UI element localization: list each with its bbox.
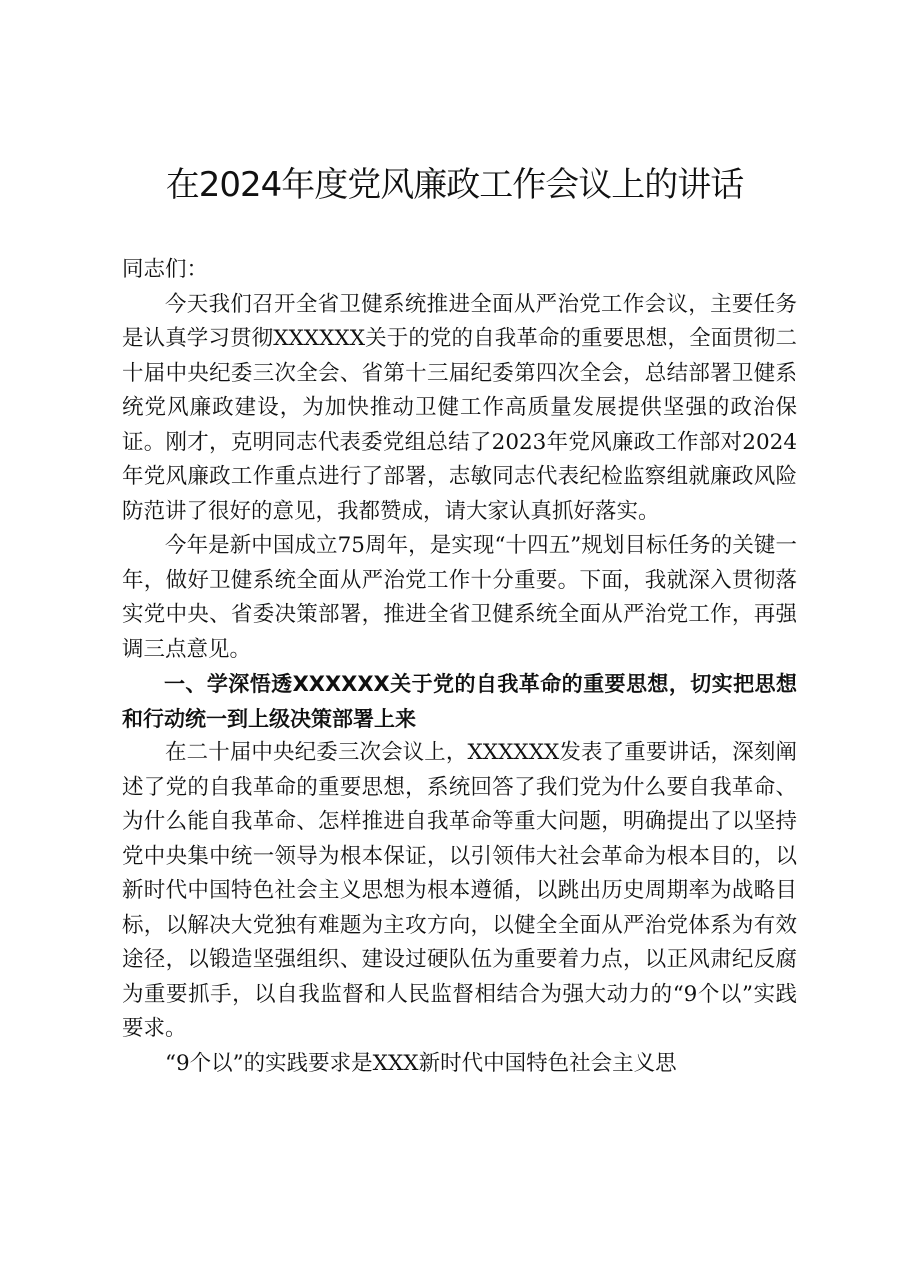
document-title: 在2024年度党风廉政工作会议上的讲话 (165, 165, 744, 205)
salutation: 同志们： (122, 257, 209, 282)
paragraph-opening: 今天我们召开全省卫健系统推进全面从严治党工作会议，主要任务是认真学习贯彻XXXXXX关于的党的自我革命的重要思想，全面贯彻二十届中央纪委三次全会、省第十三届纪委第四次全会，总结部署卫健系统党风廉政建设，为加快推动卫健工作高质量发展提供坚强的政治保证。刚才，克明同志代表委党组总结了2023年党风廉政工作部对2024年党风廉政工作重点进行了部署，志敏同志代表纪检监察组就廉政风险防范讲了很好的意见，我都赞成，请大家认真抓好落实。 (122, 291, 797, 524)
paragraph-speech-summary: 在二十届中央纪委三次会议上，XXXXXX发表了重要讲话，深刻阐述了党的自我革命的重要思想，系统回答了我们党为什么要自我革命、为什么能自我革命、怎样推进自我革命等重大问题，明确提出了以坚持党中央集中统一领导为根本保证，以引领伟大社会革命为根本目的，以新时代中国特色社会主义思想为根本遵循，以跳出历史周期率为战略目标，以解决大党独有难题为主攻方向，以健全全面从严治党体系为有效途径，以锻造坚强组织、建设过硬队伍为重要着力点，以正风肃纪反腐为重要抓手，以自我监督和人民监督相结合为强大动力的“9个以”实践要求。 (122, 740, 797, 1041)
paragraph-context: 今年是新中国成立75周年，是实现“十四五”规划目标任务的关键一年，做好卫健系统全面从严治党工作十分重要。下面，我就深入贯彻落实党中央、省委决策部署，推进全省卫健系统全面从严治党工作，再强调三点意见。 (122, 533, 797, 662)
document-body (122, 253, 797, 1081)
paragraph-practice-requirements: “9个以”的实践要求是XXX新时代中国特色社会主义思 (165, 1050, 677, 1076)
section-heading-1: 一、学深悟透XXXXXX关于党的自我革命的重要思想，切实把思想和行动统一到上级决策部署上来 (122, 672, 797, 731)
